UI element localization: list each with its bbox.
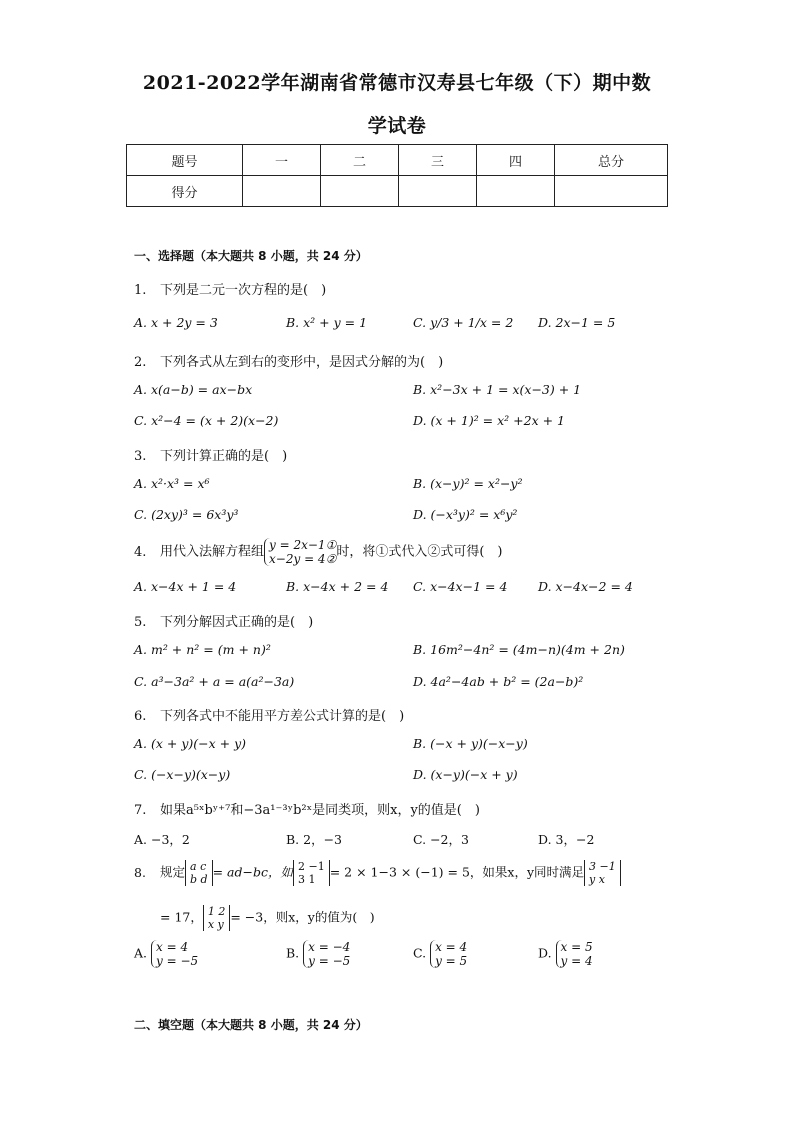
question-2 (134, 351, 443, 370)
question-text: = 17， (160, 909, 203, 925)
det-row: 2 −1 (298, 860, 325, 873)
question-6-options-row1 (134, 736, 694, 756)
option-label: B. (286, 945, 300, 961)
equation-row: y = −5 (156, 954, 199, 968)
det-row: 1 2 (207, 905, 226, 918)
question-text: 用代入法解方程组 (160, 544, 265, 560)
question-text: 时，将①式代入②式可得( ) (336, 544, 503, 560)
question-text: = ad−bc，如 (212, 864, 293, 880)
option-a (134, 940, 198, 968)
option-d (538, 940, 593, 968)
score-cell (399, 176, 477, 207)
option-b: B. 16m²−4n² = (4m−n)(4m + 2n) (413, 642, 625, 657)
equation-row: x−2y = 4② (269, 552, 337, 566)
determinant (185, 860, 213, 886)
option-a: A. m² + n² = (m + n)² (134, 642, 271, 657)
section-heading-choice: 一、选择题（本大题共 8 小题，共 24 分） (134, 249, 368, 263)
equation-row: y = 2x−1① (269, 538, 337, 552)
score-header-cell: 三 (399, 145, 477, 176)
option-b: B. (x−y)² = x²−y² (413, 476, 523, 491)
question-7-options (134, 830, 694, 850)
question-5-options-row2 (134, 674, 694, 694)
score-header-cell: 题号 (127, 145, 243, 176)
question-3-options-row2 (134, 507, 694, 527)
option-c: C. x²−4 = (x + 2)(x−2) (134, 413, 279, 428)
option-d: D. (x−y)(−x + y) (413, 767, 518, 782)
option-d: D. 3，−2 (538, 832, 595, 847)
option-b: B. 2，−3 (286, 832, 343, 847)
question-text: 规定 (160, 864, 186, 880)
question-8-line2 (160, 905, 375, 931)
option-d: D. 4a²−4ab + b² = (2a−b)² (413, 674, 584, 689)
equation-row: y = −5 (308, 954, 351, 968)
question-5-options-row1 (134, 642, 694, 662)
question-1-options (134, 315, 694, 335)
question-6-options-row2 (134, 767, 694, 787)
section-heading-fill-in: 二、填空题（本大题共 8 小题，共 24 分） (134, 1018, 368, 1032)
score-row-label: 得分 (127, 176, 243, 207)
option-d: D. (−x³y)² = x⁶y² (413, 507, 518, 522)
det-row: b d (190, 873, 208, 886)
exam-title-line1: 2021-2022学年湖南省常德市汉寿县七年级（下）期中数 (142, 72, 652, 94)
question-8 (134, 860, 621, 886)
equation-system (303, 940, 350, 968)
question-2-options-row1 (134, 382, 694, 402)
question-number: 2. (134, 355, 147, 370)
question-text: 下列各式中不能用平方差公式计算的是( ) (160, 709, 405, 724)
score-cell (555, 176, 668, 207)
question-8-options (134, 940, 694, 972)
option-a: A. −3，2 (134, 832, 190, 847)
question-2-options-row2 (134, 413, 694, 433)
question-3 (134, 445, 287, 464)
det-row: y x (589, 873, 605, 886)
det-row: a c (190, 860, 207, 873)
equation-system (264, 538, 336, 566)
score-cell (321, 176, 399, 207)
equation-system (151, 940, 198, 968)
question-number: 1. (134, 283, 147, 298)
option-c: C. a³−3a² + a = a(a²−3a) (134, 674, 295, 689)
score-table-score-row (127, 176, 668, 207)
option-d: D. (x + 1)² = x² +2x + 1 (413, 413, 566, 428)
det-row: 3 −1 (589, 860, 616, 873)
option-c: C. (−x−y)(x−y) (134, 767, 231, 782)
question-5 (134, 611, 313, 630)
equation-row: x = −4 (308, 940, 351, 954)
question-text: 如果a⁵ˣbʸ⁺⁷和−3a¹⁻³ʸb²ˣ是同类项，则x，y的值是( ) (160, 803, 480, 818)
option-d: D. 2x−1 = 5 (538, 315, 616, 330)
equation-system (556, 940, 593, 968)
question-text: 下列分解因式正确的是( ) (160, 615, 314, 630)
option-a: A. x + 2y = 3 (134, 315, 218, 330)
question-text: 下列是二元一次方程的是( ) (160, 283, 327, 298)
det-row: 3 1 (298, 873, 316, 886)
question-number: 4. (134, 544, 147, 560)
question-text: 下列各式从左到右的变形中，是因式分解的为( ) (160, 355, 444, 370)
option-label: D. (538, 945, 552, 961)
option-d: D. x−4x−2 = 4 (538, 579, 633, 594)
equation-row: x = 4 (156, 940, 189, 954)
determinant (293, 860, 330, 886)
question-number: 8. (134, 864, 146, 880)
option-b: B. (−x + y)(−x−y) (413, 736, 528, 751)
option-a: A. x−4x + 1 = 4 (134, 579, 237, 594)
equation-row: y = 4 (560, 954, 593, 968)
exam-title-line2: 学试卷 (367, 115, 427, 137)
option-b: B. x² + y = 1 (286, 315, 368, 330)
option-a: A. x²·x³ = x⁶ (134, 476, 210, 491)
score-header-cell: 一 (243, 145, 321, 176)
score-table (126, 144, 668, 207)
question-text: = −3，则x，y的值为( ) (230, 909, 375, 925)
question-1 (134, 279, 326, 298)
question-text: = 2 × 1−3 × (−1) = 5，如果x，y同时满足 (329, 864, 585, 880)
option-a: A. x(a−b) = ax−bx (134, 382, 253, 397)
question-number: 5. (134, 615, 147, 630)
option-c: C. −2，3 (413, 832, 469, 847)
score-header-cell: 总分 (555, 145, 668, 176)
score-header-cell: 四 (477, 145, 555, 176)
option-label: C. (413, 945, 427, 961)
equation-system (430, 940, 467, 968)
option-c: C. x−4x−1 = 4 (413, 579, 508, 594)
question-text: 下列计算正确的是( ) (160, 449, 288, 464)
score-cell (243, 176, 321, 207)
option-a: A. (x + y)(−x + y) (134, 736, 247, 751)
question-4-options (134, 579, 694, 599)
question-number: 6. (134, 709, 147, 724)
score-header-cell: 二 (321, 145, 399, 176)
option-b (286, 940, 350, 968)
option-c: C. y/3 + 1/x = 2 (413, 315, 514, 330)
question-6 (134, 705, 404, 724)
question-number: 3. (134, 449, 147, 464)
option-c: C. (2xy)³ = 6x³y³ (134, 507, 239, 522)
option-label: A. (134, 945, 148, 961)
question-number: 7. (134, 803, 147, 818)
score-cell (477, 176, 555, 207)
score-table-header-row (127, 145, 668, 176)
question-7 (134, 799, 480, 818)
det-row: x y (207, 918, 224, 931)
determinant (584, 860, 621, 886)
question-4 (134, 538, 502, 566)
option-b: B. x²−3x + 1 = x(x−3) + 1 (413, 382, 582, 397)
equation-row: x = 5 (560, 940, 593, 954)
equation-row: y = 5 (435, 954, 468, 968)
option-c (413, 940, 467, 968)
option-b: B. x−4x + 2 = 4 (286, 579, 389, 594)
equation-row: x = 4 (435, 940, 468, 954)
determinant (203, 905, 231, 931)
question-3-options-row1 (134, 476, 694, 496)
